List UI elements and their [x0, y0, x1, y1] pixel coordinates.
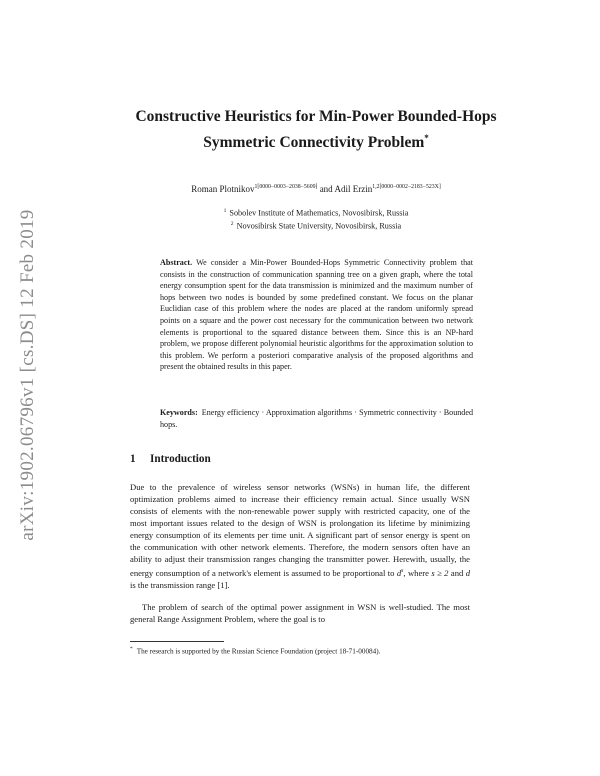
footnote-mark: *: [130, 646, 133, 652]
keywords-text: Energy efficiency · Approximation algorithms · Symmetric connectivity · Bounded hops.: [160, 408, 473, 429]
paragraph-text: , where: [403, 568, 429, 579]
author-name: Adil Erzin: [334, 184, 373, 194]
paper-title: [130, 107, 502, 153]
affiliation-text: Sobolev Institute of Mathematics, Novosibirsk, Russia: [229, 208, 409, 218]
section-title: Introduction: [150, 453, 211, 465]
author-line: [120, 181, 512, 195]
arxiv-identifier-text: arXiv:1902.06796v1 [cs.DS] 12 Feb 2019: [17, 209, 38, 541]
section-number: 1: [130, 453, 136, 465]
title-footnote-mark: *: [424, 132, 429, 143]
author-orcid: 1,2[0000−0002−2183−523X]: [372, 184, 441, 190]
keywords: [160, 407, 473, 430]
body-paragraph: [130, 481, 470, 591]
math-exponent: s: [401, 568, 404, 575]
math-variable: d: [465, 568, 470, 579]
paragraph-text: is the transmission range [1].: [130, 580, 230, 591]
footnote-text: The research is supported by the Russian Science Foundation (project 18-71-00084).: [136, 647, 381, 656]
affiliation-number: 1: [223, 208, 227, 214]
affiliation-number: 2: [230, 221, 234, 228]
paragraph-text: The problem of search of the optimal power assignment in WSN is well-studied. The most general Range Assignment Problem, where the goal is to: [130, 602, 470, 625]
keywords-label: Keywords:: [160, 408, 198, 417]
arxiv-identifier-stamp: [8, 0, 48, 776]
body-paragraph: [130, 601, 470, 625]
affiliation-item: [120, 206, 512, 219]
author-name: Roman Plotnikov: [191, 184, 255, 194]
abstract: [160, 257, 473, 373]
footnote-divider: [130, 641, 224, 642]
math-condition: s ≥ 2: [431, 568, 449, 579]
affiliations: [120, 206, 512, 232]
section-heading: [130, 453, 211, 465]
paragraph-text: Due to the prevalence of wireless sensor networks (WSNs) in human life, the different optimization problems aimed to increase their efficiency remain actual. Since usually WSN consists of elements with the non-renewable power supply with restricted capacity, one of the most important issues related to the design of WSN is prolongation its lifetime by minimizing energy consumption of its elements per time unit. A significant part of sensor energy is spent on the communication with other network elements. Therefore, the modern sensors often have an ability to adjust their transmission ranges changing the transmitter power. Herewith, usually, the energy consumption of a network's element is assumed to be proportional to: [130, 482, 470, 579]
footnote: [130, 644, 472, 656]
affiliation-text: Novosibirsk State University, Novosibirsk, Russia: [236, 221, 402, 231]
abstract-text: We consider a Min-Power Bounded-Hops Symmetric Connectivity problem that consists in the construction of communication spanning tree on a given graph, where the total energy consumption spent for the data transmission is minimized and the maximum number of hops between two nodes is bounded by some predefined constant. We focus on the planar Euclidian case of this problem where the nodes are placed at the random uniformly spread points on a square and the power cost necessary for the communication between two network elements is proportional to the squared distance between them. Since this is an NP-hard problem, we propose different polynomial heuristic algorithms for the approximation solution to this problem. We perform a posteriori comparative analysis of the proposed algorithms and present the obtained results in this paper.: [160, 258, 473, 372]
affiliation-item: [120, 219, 512, 232]
abstract-label: Abstract.: [160, 258, 193, 267]
author-orcid: 1[0000−0003−2038−5609]: [254, 184, 318, 190]
author-joiner: and: [319, 184, 333, 194]
paragraph-text: and: [450, 568, 464, 579]
paper-title-text: Constructive Heuristics for Min-Power Bounded-Hops Symmetric Connectivity Problem: [135, 108, 497, 151]
math-variable: d: [396, 568, 402, 579]
